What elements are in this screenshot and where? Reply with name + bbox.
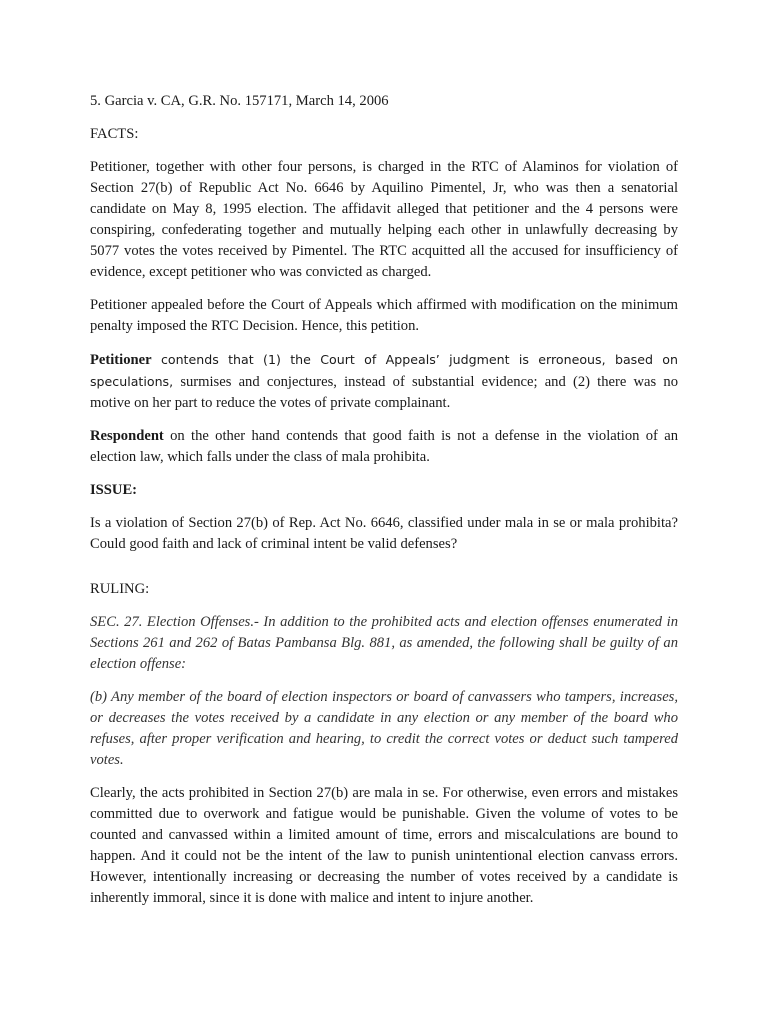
case-title: 5. Garcia v. CA, G.R. No. 157171, March 14, 2006	[90, 93, 389, 109]
petitioner-paragraph	[90, 349, 678, 414]
petitioner-text-b: surmises and conjectures, instead of substantial evidence; and (2) there was no motive on her part to reduce the votes of private complainant.	[90, 374, 678, 411]
petitioner-label: Petitioner	[90, 352, 152, 368]
ruling-paragraph: Clearly, the acts prohibited in Section 27(b) are mala in se. For otherwise, even errors and mistakes committed due to overwork and fatigue would be punishable. Given the volume of votes to be counted and canvassed within a limited amount of time, errors and miscalculations are bound to happen. And it could not be the intent of the law to punish unintentional election canvass errors. However, intentionally increasing or decreasing the number of votes received by a candidate is inherently immoral, since it is done with malice and intent to injure another.	[90, 785, 678, 906]
ruling-quote-1: SEC. 27. Election Offenses.- In addition to the prohibited acts and election offenses enumerated in Sections 261 and 262 of Batas Pambansa Blg. 881, as amended, the following shall be guilty of an election offense:	[90, 614, 678, 672]
respondent-label: Respondent	[90, 428, 164, 444]
issue-heading: ISSUE:	[90, 482, 138, 498]
facts-paragraph-2: Petitioner appealed before the Court of Appeals which affirmed with modification on the minimum penalty imposed the RTC Decision. Hence, this petition.	[90, 297, 678, 334]
issue-text: Is a violation of Section 27(b) of Rep. Act No. 6646, classified under mala in se or mala prohibita? Could good faith and lack of criminal intent be valid defenses?	[90, 515, 678, 552]
facts-heading: FACTS:	[90, 126, 139, 142]
ruling-quote-2: (b) Any member of the board of election inspectors or board of canvassers who tampers, increases, or decreases the votes received by a candidate in any election or any member of the board who refuses, after proper verification and hearing, to credit the correct votes or deduct such tampered votes.	[90, 689, 678, 768]
facts-paragraph-1: Petitioner, together with other four persons, is charged in the RTC of Alaminos for violation of Section 27(b) of Republic Act No. 6646 by Aquilino Pimentel, Jr, who was then a senatorial candidate on May 8, 1995 election. The affidavit alleged that petitioner and the 4 persons were conspiring, confederating together and mutually helping each other in unlawfully decreasing by 5077 votes the votes received by Pimentel. The RTC acquitted all the accused for insufficiency of evidence, except petitioner who was convicted as charged.	[90, 159, 678, 280]
respondent-text: on the other hand contends that good faith is not a defense in the violation of an election law, which falls under the class of mala prohibita.	[90, 428, 678, 465]
respondent-paragraph	[90, 426, 678, 468]
ruling-heading: RULING:	[90, 581, 150, 597]
petitioner-text-a: contends that (1) the Court of Appeals’ judgment is erroneous, based on speculations,	[90, 352, 678, 389]
document-page	[90, 91, 678, 921]
